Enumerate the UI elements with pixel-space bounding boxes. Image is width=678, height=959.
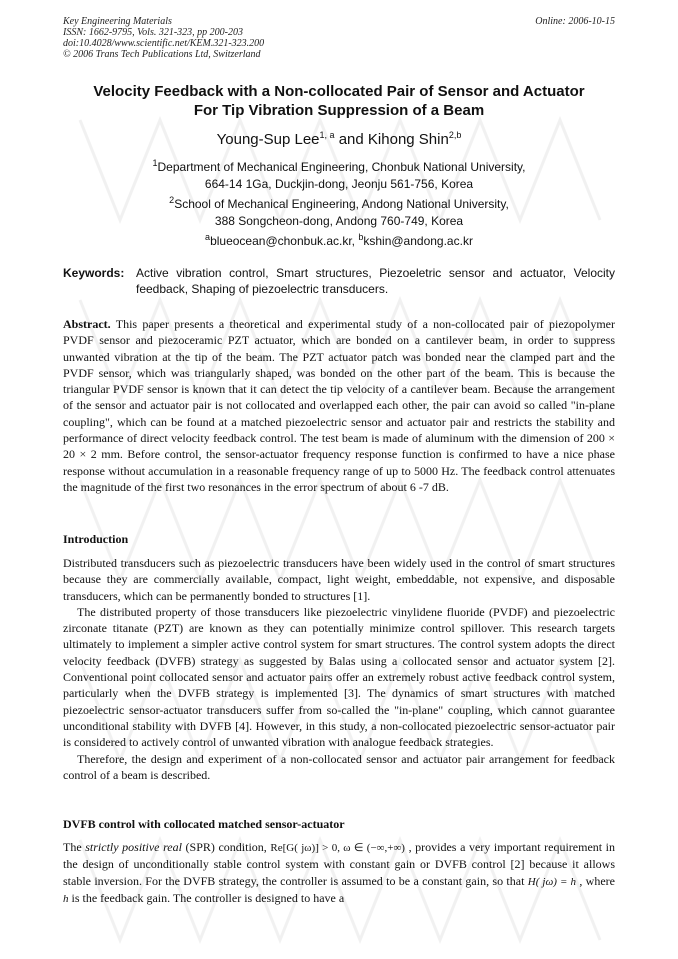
email-line — [40, 229, 638, 250]
affiliation-2 — [40, 192, 638, 230]
author-2: Kihong Shin — [367, 131, 449, 148]
dvfb-text-c: , provides a very important requirement in the design of unconditionally stable control system with constant gain or DVFB control [2] because it allows stable inversion. For the DVFB strategy, the controller is assumed to be a constant gain, so that — [63, 840, 616, 888]
dvfb-text-d: , where — [576, 873, 615, 888]
intro-paragraph-2: The distributed property of those transducers like piezoelectric vinylidene fluoride (PVDF) and piezoelectric zirconate titanate (PZT) are known as they can potentially minimize control spillover. This research targets ultimately to implement a simpler active control system for smart structures. The control system adopts the direct velocity feedback (DVFB) strategy as suggested by Balas using a collocated sensor and actuator system [2]. Conventional point collocated sensor and actuator pairs offer an extremely robust active feedback control system, particularly when the DVFB strategy is implemented [3]. The dynamics of smart structures with matched piezoelectric sensor-actuator transducers suffer from so-called the "in-plane" coupling, which cannot guarantee unconditional stability with DVFB [4]. However, in this study, a non-collocated piezoelectric sensor-actuator pair is considered to actively control of unwanted vibration with analogue feedback strategies. — [63, 604, 615, 750]
aff-2-sup: 2 — [169, 195, 175, 205]
journal-name: Key Engineering Materials — [63, 16, 172, 27]
dvfb-heading: DVFB control with collocated matched sensor-actuator — [63, 817, 345, 831]
email-b-sup: b — [358, 232, 364, 242]
issn-line: ISSN: 1662-9795, Vols. 321-323, pp 200-203 — [63, 27, 243, 38]
abstract-text: This paper presents a theoretical and experimental study of a non-collocated pair of piezopolymer PVDF sensor and piezoceramic PZT actuator, which are bonded on a cantilever beam, in order to suppress unwanted vibration at the tip of the beam. The PZT actuator patch was bonded near the clamped part and the PVDF sensor, which was triangularly shaped, was bonded on the other part of the beam. This is because the triangular PVDF sensor is known that it can detect the tip velocity of a cantilever beam. Because the arrangement of the sensor and actuator pair is not collocated and overlapped each other, the pair can avoid so called "in-plane coupling", which can be found at a matched piezoelectric sensor and actuator pair and restricts the stability and performance of direct velocity feedback control. The test beam is made of aluminum with the dimension of 200 × 20 × 2 mm. Before control, the sensor-actuator frequency response function is confirmed to have a nice phase response without accumulation in a reasonable frequency range of up to 5000 Hz. The feedback control attenuates the magnitude of the first two resonances in the error spectrum of about 6 -7 dB. — [63, 317, 615, 494]
dvfb-body — [63, 839, 615, 907]
abstract-label: Abstract. — [63, 317, 111, 331]
doi-line[interactable]: doi:10.4028/www.scientific.net/KEM.321-323.200 — [63, 38, 265, 49]
introduction-heading: Introduction — [63, 532, 129, 546]
intro-paragraph-3: Therefore, the design and experiment of a non-collocated sensor and actuator pair arrangement for feedback control of a beam is described. — [63, 751, 615, 782]
aff-2-line-1: School of Mechanical Engineering, Andong National University, — [174, 197, 509, 211]
introduction-body — [63, 555, 615, 783]
copyright-line: © 2006 Trans Tech Publications Ltd, Switzerland — [63, 49, 261, 60]
email-a[interactable]: blueocean@chonbuk.ac.kr, — [210, 234, 359, 248]
online-date: Online: 2006-10-15 — [535, 16, 615, 27]
author-1: Young-Sup Lee — [216, 131, 320, 148]
dvfb-paragraph-1 — [63, 839, 615, 907]
email-b[interactable]: kshin@andong.ac.kr — [363, 234, 473, 248]
author-and: and — [334, 131, 368, 148]
author-line — [40, 130, 638, 148]
gain-symbol: h — [63, 892, 69, 905]
aff-1-line-2: 664-14 1Ga, Duckjin-dong, Jeonju 561-756, Korea — [204, 177, 474, 191]
dvfb-text-e: is the feedback gain. The controller is designed to have a — [68, 890, 345, 905]
title-line-1: Velocity Feedback with a Non-collocated Pair of Sensor and Actuator — [93, 83, 585, 100]
keywords-label: Keywords: — [63, 266, 125, 280]
aff-1-sup: 1 — [152, 158, 158, 168]
dvfb-text-italic: strictly positive real — [85, 840, 182, 854]
keywords-text: Active vibration control, Smart structures, Piezoeletric sensor and actuator, Velocity feedback, Shaping of piezoelectric transducers. — [136, 266, 615, 296]
spr-equation: Re[G( jω)] > 0, ω ∈ (−∞,+∞) — [270, 842, 405, 854]
dvfb-text-a: The — [63, 840, 86, 854]
author-1-sup: 1, a — [319, 130, 335, 140]
affiliation-1 — [40, 155, 638, 193]
email-a-sup: a — [205, 232, 211, 242]
keywords-block — [63, 265, 615, 297]
controller-equation: H( jω) = h — [527, 875, 577, 888]
title-line-2: For Tip Vibration Suppression of a Beam — [193, 102, 485, 119]
author-2-sup: 2,b — [448, 130, 462, 140]
journal-header — [63, 16, 615, 60]
aff-2-line-2: 388 Songcheon-dong, Andong 760-749, Korea — [214, 214, 464, 228]
abstract-block — [63, 316, 615, 495]
paper-title — [40, 82, 638, 120]
dvfb-text-b: (SPR) condition, — [181, 840, 271, 854]
intro-paragraph-1: Distributed transducers such as piezoelectric transducers have been widely used in the control of smart structures because they are commercially available, compact, light weight, embeddable, not expensive, and disposable transducers, which can be permanently bonded to structures [1]. — [63, 556, 615, 603]
aff-1-line-1: Department of Mechanical Engineering, Chonbuk National University, — [157, 160, 526, 174]
